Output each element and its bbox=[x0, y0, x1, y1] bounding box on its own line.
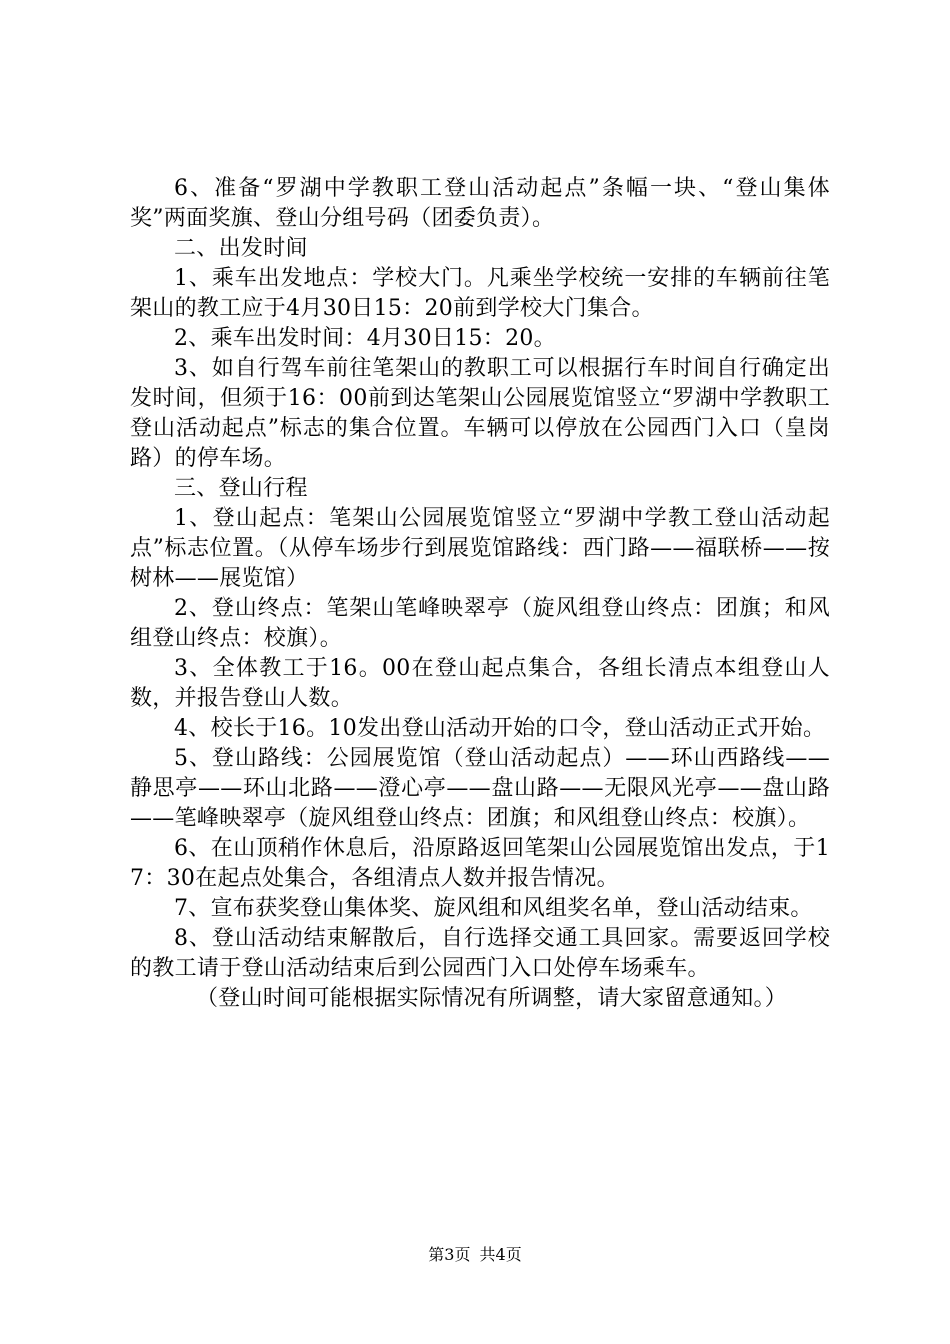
document-body bbox=[130, 174, 830, 1014]
paragraph-start-command: 4、校长于16。10发出登山活动开始的口令，登山活动正式开始。 bbox=[174, 716, 826, 741]
paragraph-departure-time: 2、乘车出发时间：4月30日15：20。 bbox=[174, 326, 556, 351]
paragraph-awards: 7、宣布获奖登山集体奖、旋风组和风组奖名单，登山活动结束。 bbox=[174, 896, 813, 921]
paragraph-departure-location: 1、乘车出发地点：学校大门。凡乘坐学校统一安排的车辆前往笔架山的教工应于4月30日15：20前到学校大门集合。 bbox=[130, 266, 830, 321]
paragraph-note: （登山时间可能根据实际情况有所调整，请大家留意通知。） bbox=[196, 986, 788, 1011]
page-footer bbox=[0, 1245, 950, 1265]
paragraph-self-driving: 3、如自行驾车前往笔架山的教职工可以根据行车时间自行确定出发时间，但须于16：00前到达笔架山公园展览馆竖立“罗湖中学教职工登山活动起点”标志的集合位置。车辆可以停放在公园西门入口（皇岗路）的停车场。 bbox=[130, 356, 830, 471]
section-heading-climbing-itinerary: 三、登山行程 bbox=[174, 476, 308, 501]
page-total: 共4页 bbox=[479, 1245, 522, 1264]
paragraph-assembly: 3、全体教工于16。00在登山起点集合，各组长清点本组登山人数，并报告登山人数。 bbox=[130, 656, 830, 711]
paragraph-dismissal: 8、登山活动结束解散后，自行选择交通工具回家。需要返回学校的教工请于登山活动结束后到公园西门入口处停车场乘车。 bbox=[130, 926, 830, 981]
paragraph-return: 6、在山顶稍作休息后，沿原路返回笔架山公园展览馆出发点，于17：30在起点处集合，各组清点人数并报告情况。 bbox=[130, 836, 830, 891]
paragraph-route: 5、登山路线：公园展览馆（登山活动起点）——环山西路线——静思亭——环山北路——澄心亭——盘山路——无限风光亭——盘山路——笔峰映翠亭（旋风组登山终点：团旗；和风组登山终点：校旗）。 bbox=[130, 746, 830, 831]
paragraph-start-point: 1、登山起点：笔架山公园展览馆竖立“罗湖中学教工登山活动起点”标志位置。（从停车场步行到展览馆路线：西门路——福联桥——按树林——展览馆） bbox=[130, 506, 830, 591]
paragraph-item-6-banner: 6、准备“罗湖中学教职工登山活动起点”条幅一块、“登山集体奖”两面奖旗、登山分组号码（团委负责）。 bbox=[130, 176, 830, 231]
section-heading-departure-time: 二、出发时间 bbox=[174, 236, 308, 261]
page-number: 第3页 bbox=[428, 1245, 471, 1264]
paragraph-end-point: 2、登山终点：笔架山笔峰映翠亭（旋风组登山终点：团旗；和风组登山终点：校旗）。 bbox=[130, 596, 830, 651]
